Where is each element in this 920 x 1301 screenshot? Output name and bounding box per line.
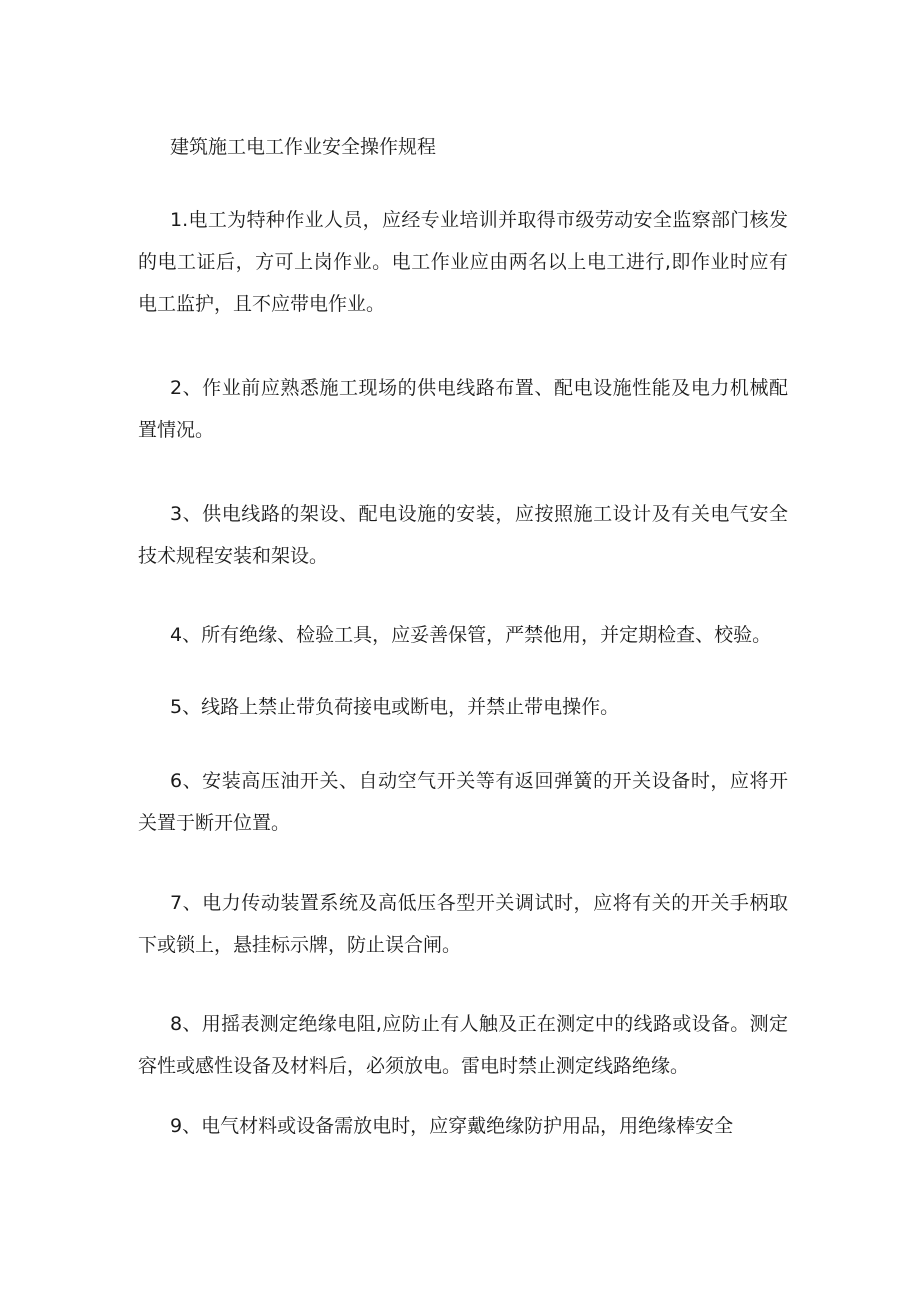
paragraph-9: 9、电气材料或设备需放电时，应穿戴绝缘防护用品，用绝缘棒安全 (170, 1115, 734, 1137)
paragraph-2: 2、作业前应熟悉施工现场的供电线路布置、配电设施性能及电力机械配置情况。 (138, 377, 788, 441)
document-title: 建筑施工电工作业安全操作规程 (170, 136, 437, 158)
paragraph-1: 1.电工为特种作业人员，应经专业培训并取得市级劳动安全监察部门核发的电工证后，方可上岗作业。电工作业应由两名以上电工进行,即作业时应有电工监护，且不应带电作业。 (138, 209, 788, 315)
paragraph-3: 3、供电线路的架设、配电设施的安装，应按照施工设计及有关电气安全技术规程安装和架设。 (138, 503, 788, 567)
paragraph-8: 8、用摇表测定绝缘电阻,应防止有人触及正在测定中的线路或设备。测定容性或感性设备及材料后，必须放电。雷电时禁止测定线路绝缘。 (138, 1013, 788, 1077)
paragraph-5: 5、线路上禁止带负荷接电或断电，并禁止带电操作。 (170, 696, 620, 718)
paragraph-4: 4、所有绝缘、检验工具，应妥善保管，严禁他用，并定期检查、校验。 (170, 624, 772, 646)
paragraph-7: 7、电力传动装置系统及高低压各型开关调试时，应将有关的开关手柄取下或锁上，悬挂标示牌，防止误合闸。 (138, 892, 788, 956)
paragraph-6: 6、安装高压油开关、自动空气开关等有返回弹簧的开关设备时，应将开关置于断开位置。 (138, 770, 788, 834)
